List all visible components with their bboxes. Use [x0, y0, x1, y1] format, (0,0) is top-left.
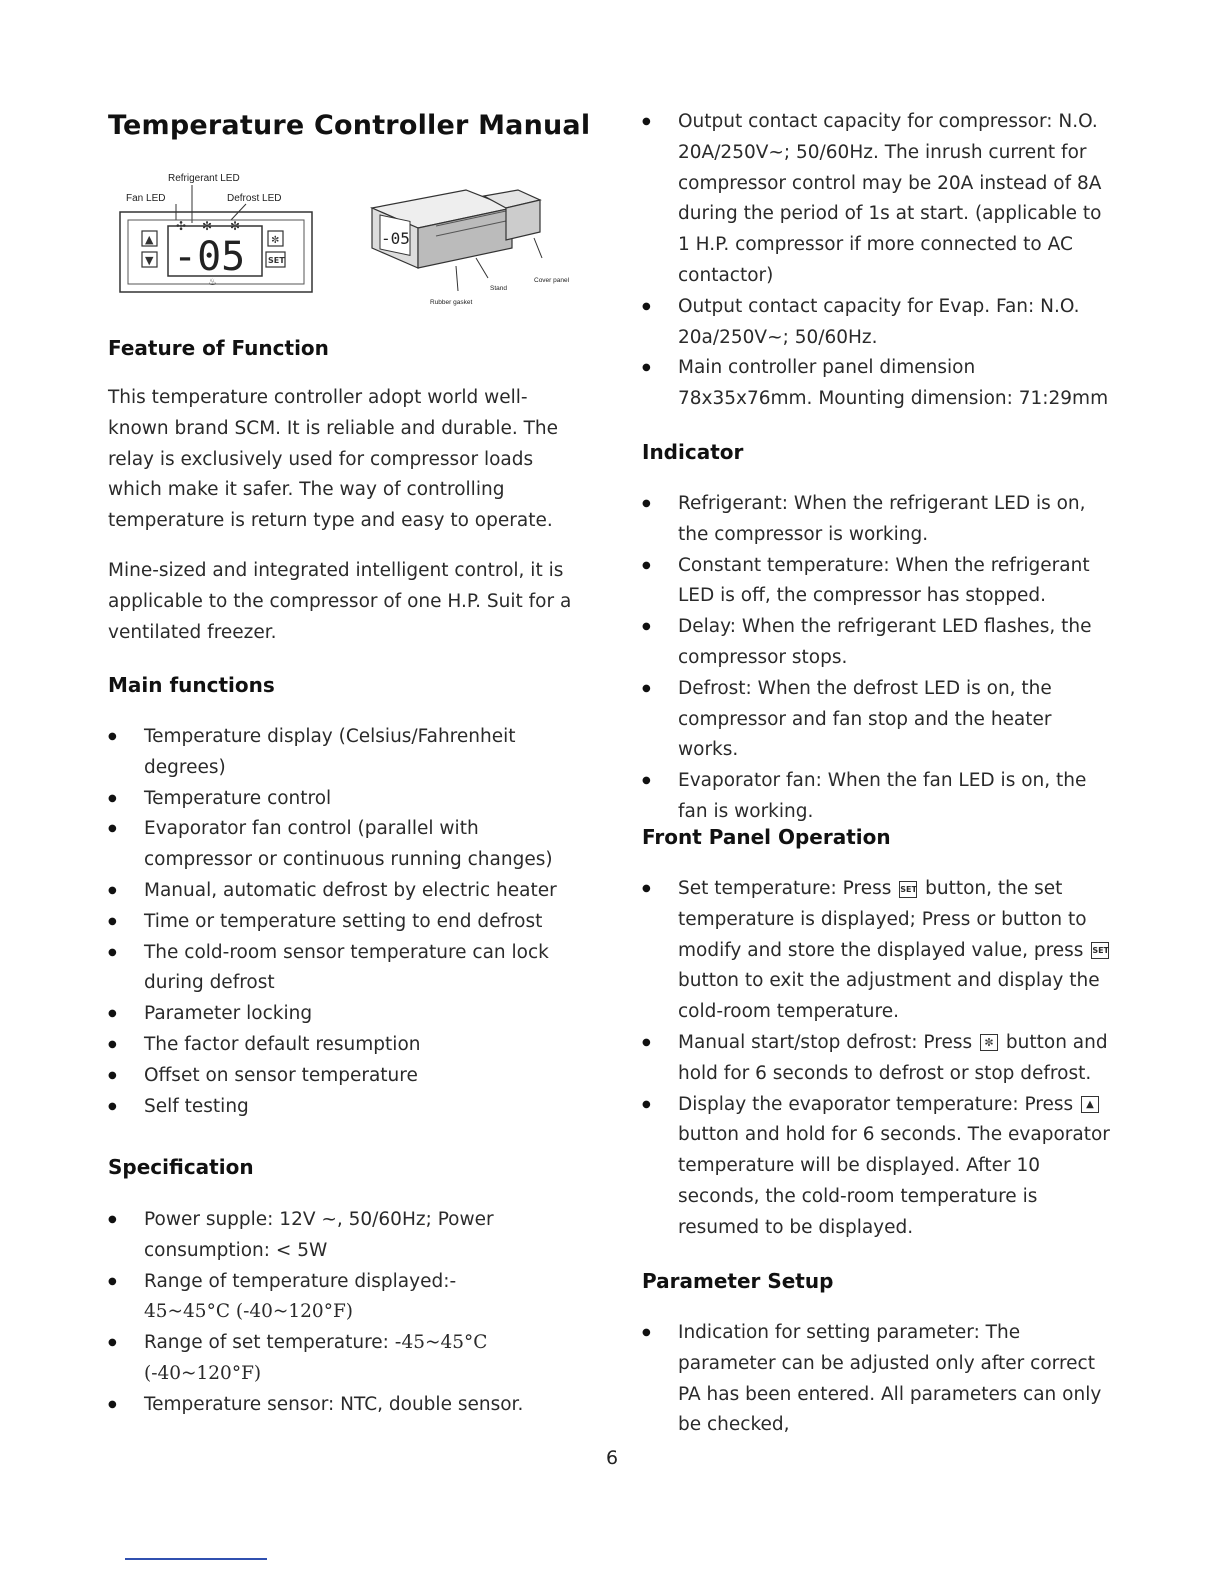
list-item: ● Refrigerant: When the refrigerant LED is on, the compressor is working.	[642, 489, 1112, 551]
specification-heading: Specification	[108, 1155, 254, 1179]
list-item: ● Indication for setting parameter: The parameter can be adjusted only after correct PA has been entered. All parameters can only be checked,	[642, 1318, 1112, 1441]
defrost-led-label: Defrost LED	[227, 193, 282, 204]
fan-led-label: Fan LED	[126, 193, 166, 204]
list-item: ● Display the evaporator temperature: Press ▲ button and hold for 6 seconds. The evaporator temperature will be displayed. After 10 seconds, the cold-room temperature is resumed to be displayed.	[642, 1090, 1112, 1244]
list-item: ● Manual start/stop defrost: Press ✼ button and hold for 6 seconds to defrost or stop defrost.	[642, 1028, 1112, 1090]
list-item: ● Power supple: 12V ~, 50/60Hz; Power consumption: < 5W	[108, 1205, 528, 1267]
indicator-list	[642, 489, 1112, 828]
list-item: ● Set temperature: Press SET button, the set temperature is displayed; Press or button to modify and store the displayed value, press SET button to exit the adjustment and display the cold-room temperature.	[642, 874, 1112, 1028]
feature-paragraph-1: This temperature controller adopt world well-known brand SCM. It is reliable and durable. The relay is exclusively used for compressor loads which make it safer. The way of controlling temperature is return type and easy to operate.	[108, 387, 559, 532]
front-panel-figure	[116, 168, 321, 298]
set-button-icon: SET	[899, 881, 917, 898]
indicator-heading: Indicator	[642, 440, 744, 464]
main-functions-list	[108, 722, 568, 1122]
list-item: ● The cold-room sensor temperature can lock during defrost	[108, 938, 568, 1000]
up-button-icon: ▲	[1081, 1096, 1099, 1113]
list-item: ● Offset on sensor temperature	[108, 1061, 568, 1092]
front-panel-diagram	[116, 168, 321, 298]
footnote-rule	[125, 1558, 267, 1560]
list-item: ● Time or temperature setting to end defrost	[108, 907, 568, 938]
front-panel-heading: Front Panel Operation	[642, 825, 891, 849]
list-item: ● Delay: When the refrigerant LED flashes, the compressor stops.	[642, 612, 1112, 674]
list-item: ● Range of set temperature: -45~45°C (-40~120°F)	[108, 1328, 528, 1390]
feature-paragraph-2: Mine-sized and integrated intelligent control, it is applicable to the compressor of one H.P. Suit for a ventilated freezer.	[108, 560, 572, 643]
defrost-button-icon: ✼	[980, 1034, 998, 1051]
assembly-figure	[366, 186, 586, 311]
snowflake-icon: ✻	[202, 219, 213, 233]
list-item: ● Self testing	[108, 1092, 568, 1123]
list-item: ● Constant temperature: When the refrigerant LED is off, the compressor has stopped.	[642, 551, 1112, 613]
list-item: ● Manual, automatic defrost by electric heater	[108, 876, 568, 907]
list-item: ● Main controller panel dimension 78x35x76mm. Mounting dimension: 71:29mm	[642, 353, 1112, 415]
set-button-icon: SET	[1091, 942, 1109, 959]
svg-text:✼: ✼	[271, 235, 280, 246]
page-title: Temperature Controller Manual	[108, 110, 591, 141]
stand-label: Stand	[490, 285, 507, 292]
display-value: -05	[173, 234, 246, 280]
list-item: ● Output contact capacity for Evap. Fan: N.O. 20a/250V~; 50/60Hz.	[642, 292, 1112, 354]
assembly-diagram	[366, 186, 586, 311]
cover-panel-label: Cover panel	[534, 277, 570, 284]
list-item: ● Temperature control	[108, 784, 568, 815]
main-functions-heading: Main functions	[108, 673, 275, 697]
specification-list	[108, 1205, 528, 1421]
list-item: ● Defrost: When the defrost LED is on, the compressor and fan stop and the heater works.	[642, 674, 1112, 766]
assembly-display-value: -05	[381, 229, 410, 248]
parameter-setup-list	[642, 1318, 1112, 1441]
svg-text:SET: SET	[268, 256, 285, 265]
svg-text:▼: ▼	[145, 254, 154, 267]
fan-icon: ✣	[176, 219, 187, 233]
refrigerant-led-label: Refrigerant LED	[168, 173, 240, 184]
list-item: ● Evaporator fan: When the fan LED is on, the fan is working.	[642, 766, 1112, 828]
rubber-gasket-label: Rubber gasket	[430, 299, 473, 306]
list-item: ● Temperature sensor: NTC, double sensor.	[108, 1390, 528, 1421]
defrost-icon: ✼	[230, 219, 241, 233]
page-number: 6	[605, 1447, 619, 1469]
svg-text:♨: ♨	[208, 277, 217, 288]
list-item: ● The factor default resumption	[108, 1030, 568, 1061]
list-item: ● Evaporator fan control (parallel with compressor or continuous running changes)	[108, 814, 568, 876]
list-item: ● Range of temperature displayed:- 45~45°C (-40~120°F)	[108, 1267, 528, 1329]
list-item: ● Parameter locking	[108, 999, 568, 1030]
output-capacity-list	[642, 107, 1112, 415]
feature-heading: Feature of Function	[108, 336, 329, 360]
list-item: ● Output contact capacity for compressor: N.O. 20A/250V~; 50/60Hz. The inrush current for compressor control may be 20A instead of 8A during the period of 1s at start. (applicable to 1 H.P. compressor if more connected to AC contactor)	[642, 107, 1112, 292]
front-panel-list	[642, 874, 1112, 1244]
parameter-setup-heading: Parameter Setup	[642, 1269, 834, 1293]
list-item: ● Temperature display (Celsius/Fahrenheit degrees)	[108, 722, 568, 784]
svg-text:▲: ▲	[145, 233, 154, 246]
